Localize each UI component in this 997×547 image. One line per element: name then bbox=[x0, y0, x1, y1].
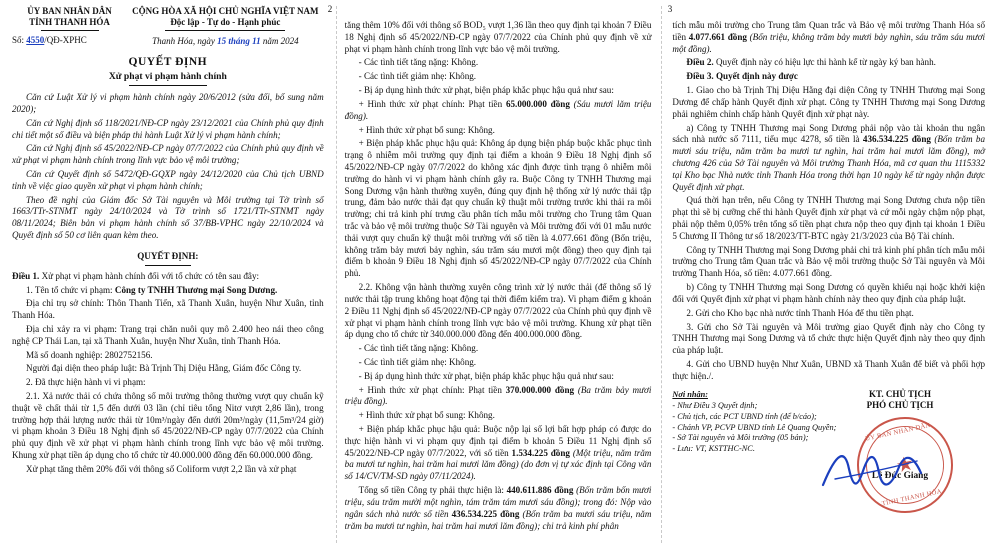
recipient-item: - Sở Tài nguyên và Môi trường (05 bản); bbox=[672, 433, 809, 443]
signer-name: Lê Đức Giang bbox=[871, 470, 929, 481]
recipient-item: - Như Điều 3 Quyết định; bbox=[672, 400, 758, 410]
violation-2-1-extra: Xử phạt tăng thêm 20% đối với thông số Coliform vượt 2,2 lần và xử phạt bbox=[26, 463, 297, 474]
violator-address: Địa chỉ trụ sở chính: Thôn Thanh Tiến, xã Thanh Xuân, huyện Như Xuân, tỉnh Thanh Hóa. bbox=[12, 298, 324, 321]
article-3 bbox=[672, 71, 985, 83]
nation-rule bbox=[165, 30, 285, 31]
seal-bottom-text: TỈNH THANH HÓA bbox=[881, 487, 943, 508]
total-amount-suffix: (Bốn trăm bốn mươi triệu, sáu trăm mười một nghìn, tám trăm tám mươi sáu đồng); trong đó: Nộp vào ngân sách nhà nước số tiền bbox=[344, 485, 652, 519]
seal-star-icon: ★ bbox=[893, 452, 917, 478]
place-date-day: 15 tháng 11 bbox=[217, 35, 261, 46]
col3-para-1-prefix: tích mẫu môi trường cho Trung tâm Quan trắc và Bảo vệ môi trường Thanh Hóa số tiền bbox=[672, 20, 985, 42]
article-3-item-a bbox=[672, 123, 985, 194]
article-2 bbox=[672, 57, 985, 69]
main-penalty-2-prefix: + Hình thức xử phạt chính: Phạt tiền bbox=[358, 384, 502, 395]
proposal-basis: Theo đề nghị của Giám đốc Sở Tài nguyên và Môi trường tại Tờ trình số 1663/TTr-STNMT ngày 24/10/2024 và Tờ trình số 1721/TTr-STNMT ngày 08/11/2024; Biên bản vi phạm hành chính số 37/BB-VPHC ngày 22/10/2024 và Quyết định số 50 cơ liên quan kèm theo. bbox=[12, 194, 324, 241]
remedial-measure-2-amount: 1.534.225 đồng bbox=[511, 447, 570, 458]
business-code: Mã số doanh nghiệp: 2802752156. bbox=[26, 349, 153, 360]
budget-amount-value: 436.534.225 đồng bbox=[451, 508, 520, 519]
total-amount-prefix: Tổng số tiền Công ty phải thực hiện là: bbox=[358, 485, 504, 496]
legal-basis-4: Căn cứ Quyết định số 5472/QĐ-GQXP ngày 24/12/2020 của Chủ tịch UBND tỉnh về việc giao quyền xử phạt vi phạm hành chính; bbox=[12, 169, 324, 191]
mitigating-factors-1: - Các tình tiết giảm nhẹ: Không. bbox=[358, 71, 477, 82]
additional-penalty-1: + Hình thức xử phạt bổ sung: Không. bbox=[358, 124, 495, 135]
col3-analysis-amount: 4.077.661 đồng bbox=[688, 31, 747, 42]
article-3-item-3: 3. Gửi cho Sở Tài nguyên và Môi trường giao Quyết định này cho Công ty TNHH Thương mại Song Dương và tổ chức thực hiện Quyết định này theo quy định của pháp luật. bbox=[672, 321, 985, 356]
authority-rule bbox=[41, 30, 99, 31]
legal-basis-3: Căn cứ Nghị định số 45/2022/NĐ-CP ngày 07/7/2022 của Chính phủ quy định về xử phạt vi phạm hành chính trong lĩnh vực bảo vệ môi trường; bbox=[12, 143, 324, 166]
signer-title-line-1: KT. CHỦ TỊCH bbox=[869, 388, 931, 399]
penalty-intro-2: - Bị áp dụng hình thức xử phạt, biện pháp khắc phục hậu quả như sau: bbox=[358, 370, 614, 381]
authority-line-2: TỈNH THANH HÓA bbox=[29, 17, 110, 28]
title-rule bbox=[129, 85, 207, 86]
article-3-item-1: 1. Giao cho bà Trịnh Thị Diệu Hằng đại diện Công ty TNHH Thương mại Song Dương để chấp hành Quyết định xử phạt. Công ty TNHH Thương mại Song Dương phải nghiêm chỉnh chấp hành Quyết định xử phạt này. bbox=[672, 85, 985, 119]
remedial-measure-1: + Biện pháp khắc phục hậu quả: Không áp dụng biện pháp buộc khắc phục tình trạng ô nhiễm môi trường quy định tại điểm a khoản 9 Điều 18 Nghị định số 45/2022/NĐ-CP ngày 07/7/2022 do không xác định được tình trạng ô nhiễm môi trường do hành vi vi phạm hành chính gây ra. Buộc Công ty TNHH Thương mại Song Dương vận hành thường xuyên, đúng quy định hệ thống xử lý nước thải tập trung, đảm bảo nước thải đạt quy chuẩn kỹ thuật môi trường trước khi thải ra môi trường; chi trả kinh phí trưng cầu phân tích mẫu môi trường cho Trung tâm Quan trắc và bảo vệ môi trường thuộc Sở Tài nguyên và Môi trường đối với 01 mẫu nước thải vượt quy chuẩn kỹ thuật môi trường với số tiền là 4.077.661 đồng (Bốn triệu, không trăm bảy mươi bảy nghìn, sáu trăm sáu mươi một đồng) theo quy định tại điểm b khoản 9 Điều 18 Nghị định số 45/2022/NĐ-CP ngày 07/7/2022 của Chính phủ. bbox=[344, 138, 652, 279]
column-container bbox=[10, 6, 987, 543]
main-penalty-2-amount: 370.000.000 đồng bbox=[505, 384, 575, 395]
so-number: 4550 bbox=[26, 34, 45, 45]
legal-representative: Người đại diện theo pháp luật: Bà Trịnh Thị Diệu Hằng, Giám đốc Công ty. bbox=[26, 363, 302, 374]
remedial-measure-2 bbox=[345, 424, 652, 483]
article-1-label: Điều 1. bbox=[12, 270, 40, 281]
violator-name bbox=[12, 285, 324, 297]
additional-penalty-2: + Hình thức xử phạt bổ sung: Không. bbox=[358, 410, 495, 421]
col3-analysis-amount-words: (Bốn triệu, không trăm bảy mươi bảy nghìn, sáu trăm sáu mươi một đồng). bbox=[672, 31, 986, 54]
issuing-authority bbox=[12, 6, 127, 46]
page-number-3: 3 bbox=[667, 4, 673, 14]
mitigating-factors-2: - Các tình tiết giảm nhẹ: Không. bbox=[358, 356, 477, 367]
recipients-title: Nơi nhận: bbox=[672, 390, 708, 400]
col3-para-1 bbox=[672, 20, 985, 55]
total-amount-value: 440.611.886 đồng bbox=[506, 485, 574, 496]
main-penalty-2-suffix: (Ba trăm bảy mươi triệu đồng). bbox=[344, 384, 652, 407]
aggravating-factors-1: - Các tình tiết tăng nặng: Không. bbox=[358, 57, 479, 68]
legal-basis-2: Căn cứ Nghị định số 118/2021/NĐ-CP ngày 23/12/2021 của Chính phủ quy định chi tiết một số điều và biện pháp thi hành Luật Xử lý vi phạm hành chính; bbox=[12, 117, 324, 140]
page-number-2: 2 bbox=[327, 4, 333, 14]
budget-amount-suffix: (Bốn trăm ba mươi sáu triệu, năm trăm ba mươi tư nghìn, hai trăm hai mươi lăm đồng); chi trả kinh phí phân bbox=[344, 508, 652, 531]
recipient-item: - Lưu: VT, KSTTHC-NC. bbox=[672, 444, 755, 454]
payment-prefix: a) Công ty TNHH Thương mại Song Dương phải nộp vào tài khoản thu ngân sách nhà nước số 7111, tiểu mục 4278, số tiền là bbox=[672, 122, 985, 145]
payment-amount-words: (Bốn trăm ba mươi sáu triệu, năm trăm ba mươi tư nghìn, hai trăm hai mươi lăm đồng), mở chương 426 của Sở Tài nguyên và Môi trường Thanh Hóa, mã cơ quan thu 1115332 tại Kho bạc Nhà nước tỉnh Thanh Hóa trong thời hạn 10 ngày kể từ ngày nhận được Quyết định xử phạt. bbox=[672, 134, 986, 192]
violator-name-value: Công ty TNHH Thương mại Song Dương. bbox=[114, 284, 278, 295]
violation-heading: 2. Đã thực hiện hành vi vi phạm: bbox=[26, 377, 146, 388]
late-payment-note: Quá thời hạn trên, nếu Công ty TNHH Thương mại Song Dương chưa nộp tiền phạt thì sẽ bị cưỡng chế thi hành Quyết định xử phạt và cứ mỗi ngày chậm nộp phạt, phải nộp thêm 0,05% trên tổng số tiền phạt chưa nộp theo quy định tại khoản 1 Điều 5 Chương II Thông tư số 18/2023/TT-BTC ngày 21/3/2023 của Bộ Tài chính. bbox=[672, 195, 985, 241]
column-2 bbox=[336, 6, 662, 543]
remedial-measure-2-suffix: (Một triệu, năm trăm ba mươi tư nghìn, hai trăm hai mươi lăm đồng) (do đơn vị tự xác định tại Công văn số 14/CV/TM-SD ngày 07/11/2024). bbox=[344, 447, 652, 482]
nation-line-1: CỘNG HÒA XÃ HỘI CHỦ NGHĨA VIỆT NAM bbox=[132, 6, 319, 16]
authority-line-1: ỦY BAN NHÂN DÂN bbox=[27, 6, 112, 16]
article-3-label: Điều 3. bbox=[686, 71, 714, 82]
analysis-fee-note: Công ty TNHH Thương mại Song Dương phải chi trả kinh phí phân tích mẫu môi trường cho Trung tâm Quan trắc và Bảo vệ môi trường thuộc Sở Tài nguyên và Môi trường Thanh Hóa, số tiền: 4.077.661 đồng. bbox=[672, 244, 985, 279]
violation-location: Địa chỉ xảy ra vi phạm: Trang trại chăn nuôi quy mô 2.400 heo nái theo công nghệ CP Thái Lan, tại xã Thanh Xuân, huyện Như Xuân, tỉnh Thanh Hóa. bbox=[12, 323, 324, 346]
article-2-text: Quyết định này có hiệu lực thi hành kể từ ngày ký ban hành. bbox=[715, 57, 936, 68]
seal-top-text: ỦY BAN NHÂN DÂN bbox=[864, 421, 932, 443]
violator-name-label: 1. Tên tổ chức vi phạm: bbox=[26, 284, 113, 295]
article-3-item-2: 2. Gửi cho Kho bạc nhà nước tỉnh Thanh Hóa để thu tiền phạt. bbox=[686, 307, 914, 318]
remedial-measure-2-prefix: + Biện pháp khắc phục hậu quả: Buộc nộp lại số lợi bất hợp pháp có được do thực hiện hành vi vi phạm quy định tại điểm b khoản 5 Điều 11 Nghị định số 45/2022/NĐ-CP ngày 07/7/2022, với số tiền bbox=[344, 424, 652, 458]
document-subtitle: Xử phạt vi phạm hành chính bbox=[108, 70, 227, 82]
decision-heading: QUYẾT ĐỊNH: bbox=[137, 250, 199, 261]
article-3-item-4: 4. Gửi cho UBND huyện Như Xuân, UBND xã Thanh Xuân để biết và phối hợp thực hiện./. bbox=[672, 358, 985, 381]
main-penalty-1 bbox=[345, 99, 652, 123]
recipient-item: - Chánh VP, PCVP UBND tỉnh Lê Quang Quyền; bbox=[672, 422, 837, 432]
document-title: QUYẾT ĐỊNH bbox=[128, 55, 208, 68]
article-1 bbox=[12, 271, 324, 283]
aggravating-factors-2: - Các tình tiết tăng nặng: Không. bbox=[358, 343, 479, 354]
col2-para-1: tăng thêm 10% đối với thông số BOD₅ vượt 1,36 lần theo quy định tại khoản 7 Điều 18 Nghị định số 45/2022/NĐ-CP ngày 07/7/2022 của Chính phủ quy định về xử phạt vi phạm hành chính trong lĩnh vực bảo vệ môi trường. bbox=[344, 20, 652, 54]
penalty-intro-1: - Bị áp dụng hình thức xử phạt, biện pháp khắc phục hậu quả như sau: bbox=[358, 85, 614, 96]
violation-2-1: 2.1. Xả nước thải có chứa thông số môi trường thông thường vượt quy chuẩn kỹ thuật về chất thải từ 1,5 đến dưới 03 lần (chỉ tiêu tổng Nitơ vượt 2,86 lần), trong trường hợp thải lượng nước thải từ 10m³/ngày đến dưới 20m³/ngày (11,5m³/24 giờ) vi phạm khoản 3 Điều 18 Nghị định số 45/2022/NĐ-CP ngày 07/7/2022 của Chính phủ quy định về xử phạt vi phạm hành chính trong lĩnh vực bảo vệ môi trường. Khung xử phạt tiền áp dụng cho tổ chức từ 40.000.000 đồng đến 60.000.000 đồng. bbox=[12, 391, 324, 461]
nation-line-2: Độc lập - Tự do - Hạnh phúc bbox=[170, 17, 281, 28]
main-penalty-2 bbox=[345, 385, 652, 409]
legal-basis-1: Căn cứ Luật Xử lý vi phạm hành chính ngày 20/6/2012 (sửa đổi, bổ sung năm 2020); bbox=[12, 92, 324, 114]
article-2-label: Điều 2. bbox=[686, 57, 714, 68]
recipient-item: - Chủ tịch, các PCT UBND tỉnh (để b/cáo); bbox=[672, 411, 817, 421]
article-3-item-b: b) Công ty TNHH Thương mại Song Dương có quyền khiếu nại hoặc khởi kiện đối với Quyết định xử phạt vi phạm hành chính này theo quy định của pháp luật. bbox=[672, 282, 985, 304]
so-suffix: /QĐ-XPHC bbox=[44, 34, 87, 45]
place-date-prefix: Thanh Hóa, ngày bbox=[152, 35, 215, 46]
violation-2-2: 2.2. Không vận hành thường xuyên công trình xử lý nước thải (để thông số lý nước thải tập trung không hoạt động tại thời điểm kiểm tra). Vi phạm điểm g khoản 2 Điều 11 Nghị định số 45/2022/NĐ-CP ngày 07/7/2022 của Chính phủ quy định về xử phạt vi phạm hành chính trong lĩnh vực bảo vệ môi trường. Khung xử phạt tiền áp dụng cho tổ chức từ 340.000.000 đồng đến 400.000.000 đồng. bbox=[344, 282, 652, 340]
main-penalty-1-suffix: (Sáu mươi lăm triệu đồng). bbox=[344, 98, 652, 121]
signer-title-line-2: PHÓ CHỦ TỊCH bbox=[866, 400, 934, 411]
so-label: Số: bbox=[12, 34, 25, 45]
place-date-suffix: năm 2024 bbox=[262, 35, 299, 46]
payment-amount: 436.534.225 đồng bbox=[862, 134, 931, 145]
place-date bbox=[127, 36, 324, 47]
article-3-text: Quyết định này được bbox=[715, 71, 798, 82]
article-1-text: Xử phạt vi phạm hành chính đối với tổ chức có tên sau đây: bbox=[41, 270, 260, 281]
total-amount bbox=[345, 485, 652, 532]
main-penalty-1-prefix: + Hình thức xử phạt chính: Phạt tiền bbox=[358, 98, 503, 109]
decision-heading-rule bbox=[145, 265, 191, 266]
main-penalty-1-amount: 65.000.000 đồng bbox=[505, 98, 570, 109]
document-number-line bbox=[12, 35, 127, 46]
column-1 bbox=[10, 6, 336, 543]
